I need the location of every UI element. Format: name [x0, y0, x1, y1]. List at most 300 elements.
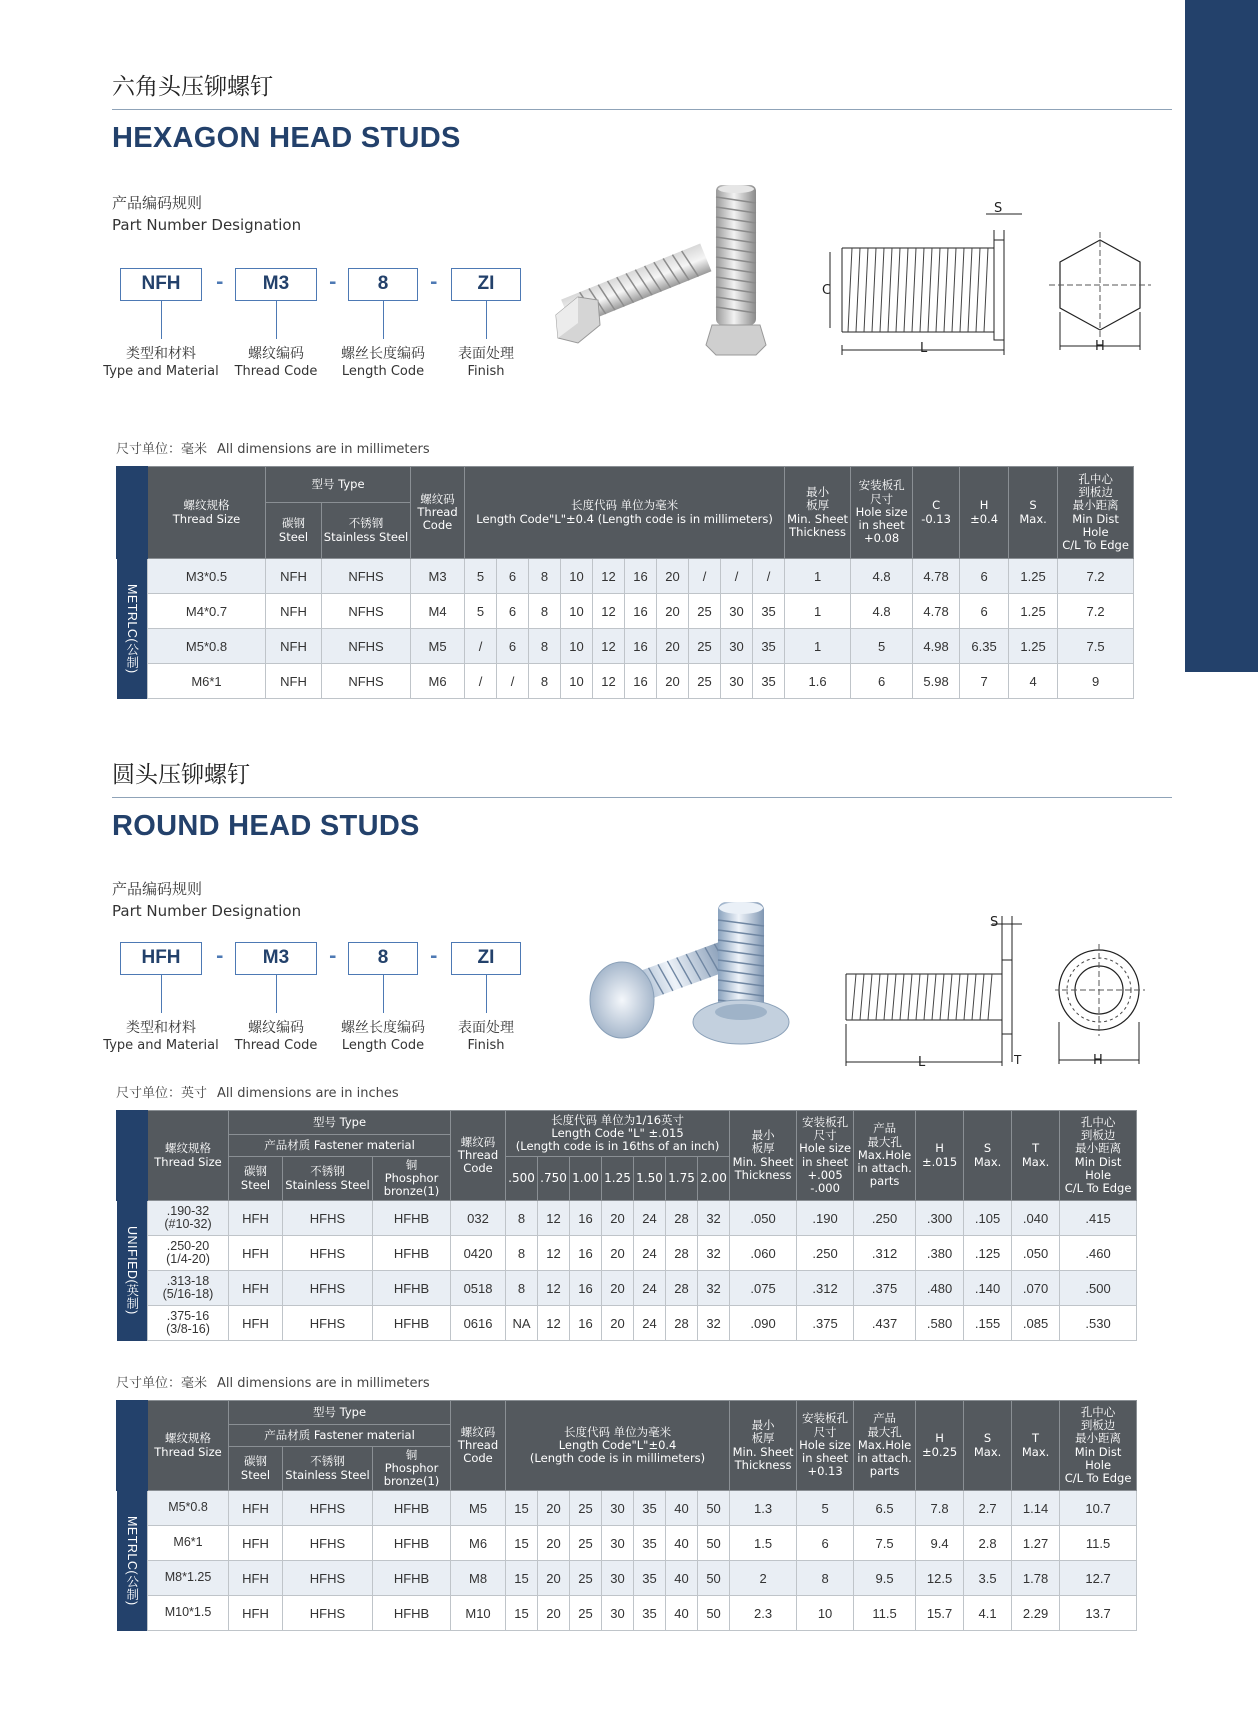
cell-length: 50 — [698, 1526, 730, 1561]
col-t: T Max. — [1012, 1401, 1060, 1491]
dash: - — [329, 946, 337, 967]
cell-min-sheet: 1 — [785, 629, 851, 664]
col-type: 型号 Type — [229, 1401, 451, 1425]
cell-hole-size: .312 — [797, 1271, 854, 1306]
cell-max-hole: 6.5 — [854, 1491, 916, 1526]
cell-length: 15 — [506, 1596, 538, 1631]
cell-thread-size: .313-18 (5/16-18) — [148, 1271, 229, 1306]
cell-h: .580 — [916, 1306, 964, 1341]
cell-length: 40 — [666, 1596, 698, 1631]
round-side-drawing — [842, 916, 1042, 1076]
unit-cn: 尺寸单位：毫米 — [116, 1376, 208, 1391]
cell-thread-code: 032 — [451, 1201, 506, 1236]
cell-length: 16 — [570, 1201, 602, 1236]
unit-en: All dimensions are in millimeters — [217, 1376, 430, 1391]
cell-length: 12 — [593, 629, 625, 664]
cell-thread-size: .250-20 (1/4-20) — [148, 1236, 229, 1271]
col-hole-size: 安装板孔 尺寸 Hole size in sheet +0.13 — [797, 1401, 854, 1491]
round-stud-photo — [586, 900, 816, 1060]
cell-length: 8 — [506, 1236, 538, 1271]
label-cn: 螺丝长度编码 — [341, 346, 425, 362]
cell-length: 20 — [657, 594, 689, 629]
table-row — [117, 594, 1134, 629]
dim-h-label: H — [1093, 1053, 1103, 1068]
side-accent-bar — [1185, 0, 1258, 672]
cell-length: 25 — [570, 1561, 602, 1596]
code-length-box: 8 — [348, 942, 418, 975]
table-row — [117, 1306, 1137, 1341]
cell-length: 10 — [561, 594, 593, 629]
col-steel: 碳钢 Steel — [229, 1447, 283, 1491]
cell-steel: NFH — [266, 629, 322, 664]
cell-length: 20 — [602, 1236, 634, 1271]
hex-stud-photo — [548, 185, 798, 375]
label-cn: 类型和材料 — [126, 346, 196, 362]
cell-hole-size: .190 — [797, 1201, 854, 1236]
cell-thread-size: M6*1 — [148, 1526, 229, 1561]
col-steel: 碳钢 Steel — [266, 503, 322, 559]
cell-length: / — [689, 559, 721, 594]
cell-s: .105 — [964, 1201, 1012, 1236]
cell-length: NA — [506, 1306, 538, 1341]
cell-max-hole: .375 — [854, 1271, 916, 1306]
cell-phosphor: HFHB — [373, 1201, 451, 1236]
cell-length: 5 — [465, 559, 497, 594]
cell-edge-dist: 10.7 — [1060, 1491, 1137, 1526]
code-length-box: 8 — [348, 268, 418, 301]
cell-edge-dist: 7.5 — [1058, 629, 1134, 664]
col-thread-code: 螺纹码 Thread Code — [451, 1111, 506, 1201]
cell-steel: HFH — [229, 1236, 283, 1271]
dash: - — [329, 272, 337, 293]
cell-length: 30 — [602, 1561, 634, 1596]
cell-length: 25 — [689, 664, 721, 699]
cell-t: .085 — [1012, 1306, 1060, 1341]
cell-stainless: HFHS — [283, 1271, 373, 1306]
hex-side-drawing — [822, 200, 1022, 360]
dim-c-label: C — [822, 283, 832, 298]
col-stainless: 不锈钢 Stainless Steel — [283, 1157, 373, 1201]
dim-s-label: S — [994, 201, 1003, 216]
hex-part-number-designation — [103, 268, 530, 379]
label-cn: 螺丝长度编码 — [341, 1020, 425, 1036]
cell-length: 12 — [593, 594, 625, 629]
cell-length: 20 — [602, 1306, 634, 1341]
cell-length: 16 — [625, 559, 657, 594]
cell-max-hole: .250 — [854, 1201, 916, 1236]
cell-edge-dist: 9 — [1058, 664, 1134, 699]
cell-t: 1.27 — [1012, 1526, 1060, 1561]
connector — [383, 975, 384, 1013]
cell-length: 32 — [698, 1236, 730, 1271]
cell-edge-dist: 7.2 — [1058, 559, 1134, 594]
connector — [383, 301, 384, 339]
connector — [161, 301, 162, 339]
col-max-hole: 产品 最大孔 Max.Hole in attach. parts — [854, 1111, 916, 1201]
cell-stainless: HFHS — [283, 1236, 373, 1271]
cell-thread-size: M6*1 — [148, 664, 266, 699]
cell-max-hole: 11.5 — [854, 1596, 916, 1631]
cell-thread-code: M6 — [451, 1526, 506, 1561]
unit-cn: 尺寸单位：毫米 — [116, 442, 208, 457]
cell-s: 1.25 — [1009, 629, 1058, 664]
label-en: Thread Code — [234, 1038, 318, 1053]
cell-length: 16 — [570, 1236, 602, 1271]
cell-h: 12.5 — [916, 1561, 964, 1596]
cell-length: 12 — [593, 559, 625, 594]
cell-min-sheet: 1 — [785, 594, 851, 629]
cell-length: 50 — [698, 1491, 730, 1526]
cell-steel: NFH — [266, 594, 322, 629]
cell-thread-code: 0518 — [451, 1271, 506, 1306]
col-length-code: 长度代码 单位为毫米 Length Code"L"±0.4 (Length code is in millimeters) — [506, 1401, 730, 1491]
hex-dimension-table — [116, 466, 1134, 699]
cell-length: 12 — [538, 1201, 570, 1236]
col-max-hole: 产品 最大孔 Max.Hole in attach. parts — [854, 1401, 916, 1491]
col-length-value: 1.00 — [570, 1157, 602, 1201]
cell-length: 8 — [529, 629, 561, 664]
table-row — [117, 1271, 1137, 1306]
cell-length: 12 — [538, 1306, 570, 1341]
cell-h: 7.8 — [916, 1491, 964, 1526]
cell-length: 10 — [561, 559, 593, 594]
cell-length: 25 — [570, 1491, 602, 1526]
label-cn: 类型和材料 — [126, 1020, 196, 1036]
cell-max-hole: .312 — [854, 1236, 916, 1271]
cell-length: 20 — [538, 1561, 570, 1596]
cell-thread-code: M5 — [411, 629, 465, 664]
label-en: Type and Material — [103, 1038, 219, 1053]
cell-length: 28 — [666, 1201, 698, 1236]
cell-length: 12 — [538, 1271, 570, 1306]
cell-edge-dist: 13.7 — [1060, 1596, 1137, 1631]
col-stainless: 不锈钢 Stainless Steel — [322, 503, 411, 559]
cell-hole-size: 6 — [851, 664, 913, 699]
cell-length: 8 — [529, 559, 561, 594]
col-hole-size: 安装板孔 尺寸 Hole size in sheet +.005 -.000 — [797, 1111, 854, 1201]
table-row — [117, 1561, 1137, 1596]
connector — [276, 975, 277, 1013]
cell-h: 9.4 — [916, 1526, 964, 1561]
cell-length: 35 — [753, 664, 785, 699]
col-t: T Max. — [1012, 1111, 1060, 1201]
cell-t: 1.78 — [1012, 1561, 1060, 1596]
cell-s: .140 — [964, 1271, 1012, 1306]
col-s: S Max. — [964, 1111, 1012, 1201]
cell-length: 24 — [634, 1201, 666, 1236]
label-en: Type and Material — [103, 364, 219, 379]
cell-stainless: HFHS — [283, 1201, 373, 1236]
round-end-drawing — [1055, 942, 1155, 1072]
hex-header — [112, 68, 1172, 155]
cell-length: 6 — [497, 594, 529, 629]
cell-min-sheet: .090 — [730, 1306, 797, 1341]
cell-length: 20 — [657, 559, 689, 594]
dash: - — [216, 272, 224, 293]
cell-length: 20 — [657, 629, 689, 664]
cell-thread-size: .375-16 (3/8-16) — [148, 1306, 229, 1341]
label-en: Length Code — [341, 1038, 425, 1053]
cell-stainless: NFHS — [322, 629, 411, 664]
code-thread-box: M3 — [235, 942, 317, 975]
cell-s: 3.5 — [964, 1561, 1012, 1596]
cell-length: 32 — [698, 1306, 730, 1341]
side-label-text: METRLC(公制) — [124, 1515, 139, 1606]
cell-length: 30 — [721, 664, 753, 699]
col-length-value: 1.75 — [666, 1157, 698, 1201]
cell-h: .300 — [916, 1201, 964, 1236]
cell-hole-size: .250 — [797, 1236, 854, 1271]
label-en: Length Code — [341, 364, 425, 379]
cell-thread-code: M8 — [451, 1561, 506, 1596]
cell-length: 28 — [666, 1236, 698, 1271]
cell-phosphor: HFHB — [373, 1491, 451, 1526]
table-side-label — [117, 1491, 148, 1631]
cell-edge-dist: 12.7 — [1060, 1561, 1137, 1596]
col-length-code: 长度代码 单位为1/16英寸 Length Code "L" ±.015 (Length code is in 16ths of an inch) — [506, 1111, 730, 1157]
col-c: C -0.13 — [913, 467, 960, 559]
cell-length: 20 — [602, 1201, 634, 1236]
col-length-value: .500 — [506, 1157, 538, 1201]
cell-stainless: HFHS — [283, 1526, 373, 1561]
cell-phosphor: HFHB — [373, 1236, 451, 1271]
table-row — [117, 1596, 1137, 1631]
cell-hole-size: 5 — [851, 629, 913, 664]
cell-length: 16 — [625, 664, 657, 699]
col-phosphor: 铜 Phosphor bronze(1) — [373, 1447, 451, 1491]
cell-stainless: NFHS — [322, 559, 411, 594]
col-length-value: 1.50 — [634, 1157, 666, 1201]
cell-length: 35 — [634, 1561, 666, 1596]
cell-edge-dist: .530 — [1060, 1306, 1137, 1341]
table-row — [117, 629, 1134, 664]
cell-thread-code: M10 — [451, 1596, 506, 1631]
col-material: 产品材质 Fastener material — [229, 1135, 451, 1157]
hex-title-cn: 六角头压铆螺钉 — [112, 74, 273, 100]
label-cn: 表面处理 — [458, 1020, 514, 1036]
col-h: H ±.015 — [916, 1111, 964, 1201]
cell-min-sheet: 1 — [785, 559, 851, 594]
cell-length: 50 — [698, 1561, 730, 1596]
cell-c: 4.78 — [913, 559, 960, 594]
cell-steel: HFH — [229, 1306, 283, 1341]
label-en: Thread Code — [234, 364, 318, 379]
cell-length: 40 — [666, 1491, 698, 1526]
side-label-text: UNIFIED(英制) — [124, 1226, 139, 1316]
cell-length: 6 — [497, 559, 529, 594]
cell-thread-code: M6 — [411, 664, 465, 699]
col-type: 型号 Type — [229, 1111, 451, 1135]
cell-s: 2.7 — [964, 1491, 1012, 1526]
cell-length: 28 — [666, 1271, 698, 1306]
cell-stainless: HFHS — [283, 1561, 373, 1596]
connector — [486, 301, 487, 339]
cell-steel: HFH — [229, 1596, 283, 1631]
cell-thread-code: 0420 — [451, 1236, 506, 1271]
hex-unit-note — [116, 438, 430, 457]
cell-t: 2.29 — [1012, 1596, 1060, 1631]
cell-max-hole: 9.5 — [854, 1561, 916, 1596]
cell-length: 40 — [666, 1561, 698, 1596]
cell-hole-size: 6 — [797, 1526, 854, 1561]
round-title-cn: 圆头压铆螺钉 — [112, 762, 250, 788]
col-length-value: 1.25 — [602, 1157, 634, 1201]
cell-length: 40 — [666, 1526, 698, 1561]
cell-steel: HFH — [229, 1201, 283, 1236]
cell-stainless: HFHS — [283, 1306, 373, 1341]
divider — [112, 797, 1172, 798]
cell-s: .155 — [964, 1306, 1012, 1341]
cell-thread-size: M3*0.5 — [148, 559, 266, 594]
label-en: Finish — [467, 1038, 505, 1053]
cell-stainless: NFHS — [322, 664, 411, 699]
cell-length: 8 — [506, 1271, 538, 1306]
label-cn: 螺纹编码 — [248, 346, 304, 362]
cell-length: 35 — [634, 1526, 666, 1561]
round-header — [112, 756, 1172, 843]
cell-hole-size: 10 — [797, 1596, 854, 1631]
cell-length: 15 — [506, 1526, 538, 1561]
col-min-sheet: 最小 板厚 Min. Sheet Thickness — [730, 1401, 797, 1491]
cell-hole-size: 4.8 — [851, 559, 913, 594]
col-edge-dist: 孔中心 到板边 最小距离 Min Dist Hole C/L To Edge — [1060, 1111, 1137, 1201]
cell-stainless: HFHS — [283, 1491, 373, 1526]
cell-edge-dist: .415 — [1060, 1201, 1137, 1236]
cell-length: 15 — [506, 1561, 538, 1596]
cell-thread-size: M8*1.25 — [148, 1561, 229, 1596]
table-side-label — [117, 1201, 148, 1341]
cell-length: 24 — [634, 1236, 666, 1271]
cell-hole-size: 5 — [797, 1491, 854, 1526]
col-s: S Max. — [1009, 467, 1058, 559]
cell-length: / — [721, 559, 753, 594]
cell-h: .380 — [916, 1236, 964, 1271]
hex-end-drawing — [1045, 232, 1165, 362]
cell-length: 10 — [561, 664, 593, 699]
cell-length: / — [465, 664, 497, 699]
cell-c: 5.98 — [913, 664, 960, 699]
round-metric-unit-note — [116, 1372, 430, 1391]
dash: - — [430, 272, 438, 293]
table-row — [117, 559, 1134, 594]
cell-s: 1.25 — [1009, 559, 1058, 594]
cell-thread-code: M5 — [451, 1491, 506, 1526]
cell-hole-size: .375 — [797, 1306, 854, 1341]
label-finish — [416, 343, 556, 379]
pnd-title-cn: 产品编码规则 — [112, 880, 203, 898]
cell-t: .040 — [1012, 1201, 1060, 1236]
cell-min-sheet: 1.5 — [730, 1526, 797, 1561]
pnd-title-en: Part Number Designation — [112, 902, 302, 920]
cell-hole-size: 4.8 — [851, 594, 913, 629]
col-min-sheet: 最小 板厚 Min. Sheet Thickness — [730, 1111, 797, 1201]
cell-length: 15 — [506, 1491, 538, 1526]
table-side-label — [117, 559, 148, 699]
cell-length: 30 — [721, 629, 753, 664]
cell-length: 16 — [570, 1271, 602, 1306]
dim-l-label: L — [918, 1055, 926, 1070]
cell-length: 30 — [721, 594, 753, 629]
cell-s: .125 — [964, 1236, 1012, 1271]
cell-length: 16 — [625, 629, 657, 664]
cell-edge-dist: .460 — [1060, 1236, 1137, 1271]
cell-phosphor: HFHB — [373, 1271, 451, 1306]
col-phosphor: 铜 Phosphor bronze(1) — [373, 1157, 451, 1201]
cell-length: 24 — [634, 1306, 666, 1341]
cell-length: / — [497, 664, 529, 699]
cell-s: 2.8 — [964, 1526, 1012, 1561]
cell-steel: HFH — [229, 1271, 283, 1306]
label-finish — [416, 1017, 556, 1053]
cell-c: 4.98 — [913, 629, 960, 664]
dash: - — [216, 946, 224, 967]
cell-h: 15.7 — [916, 1596, 964, 1631]
cell-length: 25 — [689, 594, 721, 629]
dim-s-label: S — [990, 916, 999, 930]
cell-thread-size: M4*0.7 — [148, 594, 266, 629]
hex-title-en: HEXAGON HEAD STUDS — [112, 122, 461, 154]
unit-en: All dimensions are in millimeters — [217, 442, 430, 457]
cell-length: 12 — [538, 1236, 570, 1271]
cell-thread-size: M5*0.8 — [148, 629, 266, 664]
cell-thread-size: M5*0.8 — [148, 1491, 229, 1526]
col-stainless: 不锈钢 Stainless Steel — [283, 1447, 373, 1491]
cell-min-sheet: .050 — [730, 1201, 797, 1236]
round-part-number-designation — [103, 942, 530, 1053]
col-steel: 碳钢 Steel — [229, 1157, 283, 1201]
cell-length: 20 — [538, 1596, 570, 1631]
round-inch-dimension-table — [116, 1110, 1137, 1341]
cell-length: 20 — [602, 1271, 634, 1306]
cell-s: 4.1 — [964, 1596, 1012, 1631]
cell-edge-dist: 7.2 — [1058, 594, 1134, 629]
col-thread-size: 螺纹规格 Thread Size — [148, 467, 266, 559]
col-edge-dist: 孔中心 到板边 最小距离 Min Dist Hole C/L To Edge — [1060, 1401, 1137, 1491]
cell-phosphor: HFHB — [373, 1306, 451, 1341]
code-finish-box: ZI — [451, 942, 521, 975]
cell-length: 8 — [506, 1201, 538, 1236]
connector — [276, 301, 277, 339]
cell-length: 35 — [634, 1596, 666, 1631]
col-length-value: .750 — [538, 1157, 570, 1201]
cell-c: 4.78 — [913, 594, 960, 629]
label-cn: 表面处理 — [458, 346, 514, 362]
col-length-code: 长度代码 单位为毫米 Length Code"L"±0.4 (Length code is in millimeters) — [465, 467, 785, 559]
table-row — [117, 1201, 1137, 1236]
cell-thread-size: .190-32 (#10-32) — [148, 1201, 229, 1236]
unit-cn: 尺寸单位：英寸 — [116, 1086, 208, 1101]
col-length-value: 2.00 — [698, 1157, 730, 1201]
col-thread-code: 螺纹码 Thread Code — [451, 1401, 506, 1491]
cell-length: 5 — [465, 594, 497, 629]
table-row — [117, 1236, 1137, 1271]
connector — [486, 975, 487, 1013]
cell-steel: HFH — [229, 1491, 283, 1526]
col-type: 型号 Type — [266, 467, 411, 503]
table-row — [117, 1491, 1137, 1526]
cell-s: 1.25 — [1009, 594, 1058, 629]
cell-length: 16 — [625, 594, 657, 629]
round-title-en: ROUND HEAD STUDS — [112, 810, 420, 842]
cell-hole-size: 8 — [797, 1561, 854, 1596]
cell-t: .050 — [1012, 1236, 1060, 1271]
cell-min-sheet: 2.3 — [730, 1596, 797, 1631]
cell-length: 28 — [666, 1306, 698, 1341]
cell-length: 12 — [593, 664, 625, 699]
cell-s: 4 — [1009, 664, 1058, 699]
dim-h-label: H — [1095, 339, 1105, 354]
cell-thread-code: M4 — [411, 594, 465, 629]
